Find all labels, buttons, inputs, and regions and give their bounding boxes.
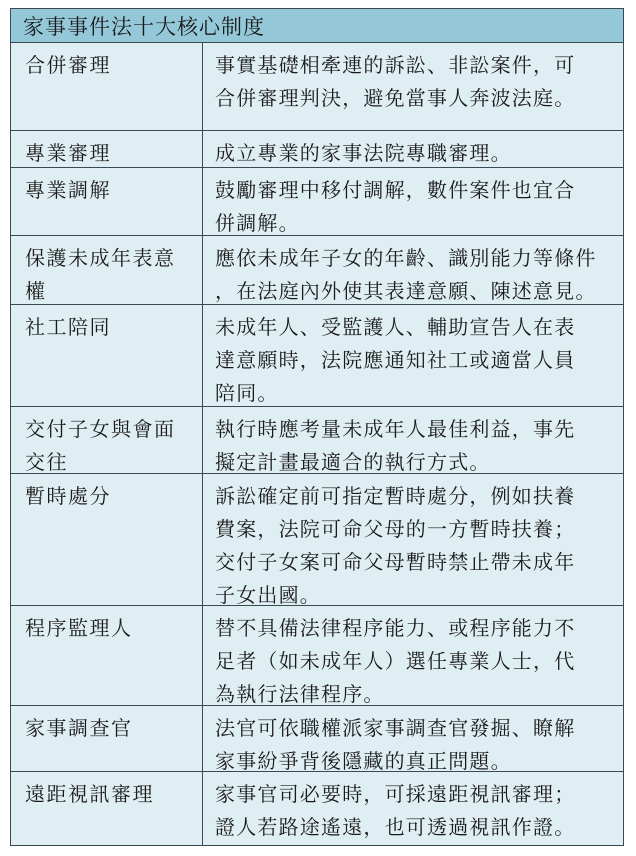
description-line: 家事紛爭背後隱藏的真正問題。	[215, 749, 512, 773]
description-cell	[203, 772, 623, 846]
description-line: 證人若路途遙遠，也可透過視訊作證。	[215, 815, 576, 839]
description-line: 為執行法律程序。	[215, 682, 385, 706]
description-cell	[203, 474, 623, 605]
description-line: 費案，法院可命父母的一方暫時扶養；	[215, 517, 576, 541]
table-row	[11, 43, 623, 131]
table-title-bar	[11, 9, 623, 43]
description-line: 陪同。	[215, 381, 279, 405]
description-cell	[203, 706, 623, 771]
description-cell	[203, 305, 623, 406]
description-cell	[203, 168, 623, 235]
description-line: 家事官司必要時，可採遠距視訊審理；	[215, 782, 576, 806]
core-system-table	[11, 43, 623, 846]
description-line: 執行時應考量未成年人最佳利益，事先	[215, 417, 576, 441]
table-row	[11, 474, 623, 606]
table-row	[11, 131, 623, 168]
description-cell	[203, 43, 623, 130]
description-line: 成立專業的家事法院專職審理。	[215, 141, 512, 165]
core-system-table-panel	[10, 8, 624, 846]
term-cell: 社工陪同	[11, 305, 203, 406]
term-cell: 暫時處分	[11, 474, 203, 605]
description-line: 擬定計畫最適合的執行方式。	[215, 450, 491, 474]
table-row	[11, 606, 623, 706]
description-line: 子女出國。	[215, 583, 321, 607]
description-line: 未成年人、受監護人、輔助宣告人在表	[215, 315, 576, 339]
description-line: 替不具備法律程序能力、或程序能力不	[215, 616, 576, 640]
description-line: 鼓勵審理中移付調解，數件案件也宜合	[215, 178, 576, 202]
term-cell: 合併審理	[11, 43, 203, 130]
term-cell: 家事調查官	[11, 706, 203, 771]
description-line: 併調解。	[215, 211, 300, 235]
table-title: 家事事件法十大核心制度	[23, 14, 265, 39]
description-line: 交付子女案可命父母暫時禁止帶未成年	[215, 550, 576, 574]
description-line: 應依未成年子女的年齡、識別能力等條件	[215, 246, 597, 270]
table-row	[11, 706, 623, 772]
term-cell: 專業調解	[11, 168, 203, 235]
table-row	[11, 168, 623, 236]
table-row	[11, 236, 623, 305]
description-line: 足者（如未成年人）選任專業人士，代	[215, 649, 576, 673]
term-cell: 交付子女與會面交往	[11, 407, 203, 473]
description-line: 法官可依職權派家事調查官發掘、瞭解	[215, 716, 576, 740]
description-cell	[203, 131, 623, 167]
description-line: ，在法庭內外使其表達意願、陳述意見。	[215, 279, 597, 303]
description-cell	[203, 407, 623, 473]
description-line: 事實基礎相牽連的訴訟、非訟案件，可	[215, 53, 576, 77]
description-line: 合併審理判決，避免當事人奔波法庭。	[215, 86, 576, 110]
term-cell: 程序監理人	[11, 606, 203, 705]
term-cell: 保護未成年表意權	[11, 236, 203, 304]
description-cell	[203, 606, 623, 705]
table-row	[11, 305, 623, 407]
table-row	[11, 407, 623, 474]
description-line: 達意願時，法院應通知社工或適當人員	[215, 348, 576, 372]
term-cell: 遠距視訊審理	[11, 772, 203, 846]
description-cell	[203, 236, 623, 304]
term-cell: 專業審理	[11, 131, 203, 167]
description-line: 訴訟確定前可指定暫時處分，例如扶養	[215, 484, 576, 508]
table-row	[11, 772, 623, 846]
